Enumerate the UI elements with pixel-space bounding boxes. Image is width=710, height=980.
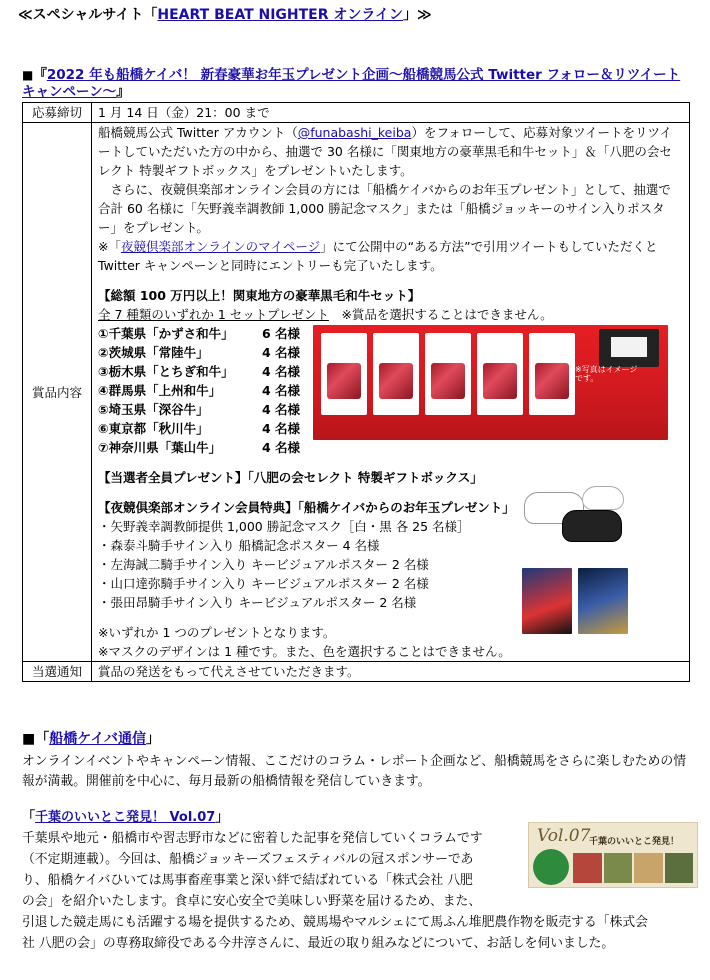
gift-box-image [599,329,659,367]
member-item: ・張田昂騎手サイン入り キービジュアルポスター 2 名様 [98,595,417,610]
tsushin-description: オンラインイベントやキャンペーン情報、ここだけのコラム・レポート企画など、船橋競馬をさらに楽しむための情報が満載。開催前を中心に、毎月最新の船橋情報を発信していきます。 [22,754,687,789]
member-item: ・山口達弥騎手サイン入り キービジュアルポスター 2 名様 [98,576,429,591]
prize-note [98,237,683,275]
wagyu-list [98,324,683,457]
wagyu-item-count: 4 名様 [262,402,301,417]
poster-image-1 [522,568,572,634]
note-one-prize: ※いずれか 1 つのプレゼントとなります。 [98,625,336,640]
prize-label: 賞品内容 [23,123,92,662]
wagyu-item-name: ②茨城県「常陸牛」 [98,345,209,360]
tsushin-link[interactable]: 船橋ケイバ通信 [49,731,146,747]
campaign-title [22,67,692,101]
banner-title: 千葉のいいとこ発見！ [589,837,680,847]
mask-image [522,486,632,552]
wagyu-item [98,343,313,362]
all-winners-present: 【当選者全員プレゼント】「八肥の会セレクト 特製ギフトボックス」 [98,470,483,485]
member-heading: 【夜競倶楽部オンライン会員特典】「船橋ケイバからのお年玉プレゼント」 [98,500,515,515]
wagyu-item-count: 4 名様 [262,383,301,398]
member-item: ・矢野義幸調教師提供 1,000 勝記念マスク［白・黒 各 25 名様］ [98,519,470,534]
prize-row [23,123,690,662]
wagyu-subline [98,305,683,324]
column-line: り、船橋ケイバひいては馬事畜産事業と深い絆で結ばれている「株式会社 八肥 [22,873,473,888]
wagyu-item [98,381,313,400]
mypage-link[interactable]: 夜競倶楽部オンラインのマイページ [120,239,321,254]
column-link[interactable]: 千葉のいいとこ発見！ Vol.07 [35,810,216,825]
merch-image [522,498,670,612]
deadline-value: 1 月 14 日（金）21：00 まで [92,103,690,123]
column-line: 千葉県や地元・船橋市や習志野市などに密着した記事を発信していくコラムです [22,831,483,846]
wagyu-item-name: ④群馬県「上州和牛」 [98,383,222,398]
column-line: 引退した競走馬にも活躍する場を提供するため、競馬場やマルシェにて馬ふん堆肥農作物を販売する「株式会 [22,915,648,930]
wagyu-item [98,419,313,438]
wagyu-heading: 【総額 100 万円以上！関東地方の豪華黒毛和牛セット】 [98,288,421,303]
bracket-open: 『 [33,67,47,83]
member-section [98,498,683,612]
member-text [98,498,518,612]
campaign-table [22,102,690,682]
prize-content [92,123,690,662]
wagyu-item-name: ⑥東京都「秋川牛」 [98,421,209,436]
member-items [98,517,518,612]
column-heading [22,808,228,827]
wagyu-sub-underlined: 全 7 種類のいずれか 1 セットプレゼント [98,307,329,322]
section-marker: ■ [22,68,34,82]
wagyu-sub-note: ※賞品を選択することはできません。 [328,307,553,322]
special-site-link[interactable]: HEART BEAT NIGHTER オンライン [157,7,403,23]
wagyu-item-name: ①千葉県「かずさ和牛」 [98,326,234,341]
wagyu-item [98,362,313,381]
intro-text-cont: ）をフォローして、応募対象ツイートをリツイートしていただいた方の中から、抽選で 30 名様に「関東地方の豪華黒毛和牛セット」＆「八肥の会セレクト 特製ギフトボックス」をプレゼントいたします。 [98,125,672,178]
banner-photos [573,853,693,883]
wagyu-item-count: 4 名様 [262,345,301,360]
tsushin-close: 」 [145,731,160,747]
notify-label: 当選通知 [23,662,92,682]
mascot-icon [533,849,569,885]
special-prefix: ≪スペシャルサイト「 [18,7,158,23]
tsushin-heading [22,730,160,749]
poster-image-2 [578,568,628,634]
column-line: （不定期連載）。今回は、船橋ジョッキーズフェスティバルの冠スポンサーであ [22,852,474,867]
twitter-account-link[interactable]: @funabashi_keiba [297,125,412,140]
wagyu-item-count: 4 名様 [262,364,301,379]
wagyu-item [98,400,313,419]
wagyu-item-name: ③栃木県「とちぎ和牛」 [98,364,234,379]
column-line: の会」を紹介いたします。食卓に安心安全で美味しい野菜を届けるため、また、 [22,894,482,909]
wagyu-item [98,438,313,457]
notify-value: 賞品の発送をもって代えさせていただきます。 [92,662,690,682]
bracket-close: 』 [116,84,130,100]
note-text: 」にて公開中の“ある方法”で引用ツイートもしていただくと Twitter キャンペーンと同時にエントリーも完了いたします。 [98,239,658,273]
column-open: 「 [22,810,36,825]
column-close: 」 [215,810,229,825]
wagyu-item [98,324,313,343]
member-item: ・森泰斗騎手サイン入り 船橋記念ポスター 4 名様 [98,538,380,553]
column-banner-image[interactable] [528,822,698,888]
note-mask-design: ※マスクのデザインは 1 種です。また、色を選択することはできません。 [98,644,511,659]
prize-intro [98,123,683,180]
member-item: ・左海誠二騎手サイン入り キービジュアルポスター 2 名様 [98,557,429,572]
column-lines-full [22,912,694,954]
wagyu-item-name: ⑦神奈川県「葉山牛」 [98,440,222,455]
wagyu-item-count: 6 名様 [262,326,301,341]
deadline-row [23,103,690,123]
intro-text: 船橋競馬公式 Twitter アカウント（ [98,125,298,140]
banner-vol: Vol.07 [537,826,591,846]
prize-member-para: さらに、夜競倶楽部オンライン会員の方には「船橋ケイバからのお年玉プレゼント」として、抽選で合計 60 名様に「矢野義幸調教師 1,000 勝記念マスク」または「船橋ジョッキーのサイン入りポスター」をプレゼント。 [98,182,671,235]
deadline-label: 応募締切 [23,103,92,123]
photo-caption: ※写真はイメージです。 [575,365,638,383]
column-line: 社 八肥の会」の専務取締役である今井淳さんに、最近の取り組みなどについて、お話しを伺いました。 [22,936,615,951]
column-lines-short [22,828,517,912]
wagyu-items [98,324,313,457]
wagyu-item-name: ⑤埼玉県「深谷牛」 [98,402,209,417]
special-site-line [18,6,432,25]
wagyu-item-count: 4 名様 [262,421,301,436]
wagyu-item-count: 4 名様 [262,440,301,455]
notify-row [23,662,690,682]
special-suffix: 」≫ [402,7,432,23]
campaign-title-link[interactable]: 2022 年も船橋ケイバ！ 新春豪華お年玉プレゼント企画〜船橋競馬公式 Twitter フォロー＆リツイートキャンペーン〜 [22,67,681,100]
note-prefix: ※「 [98,239,121,254]
wagyu-photo [313,325,668,440]
tsushin-marker: ■「 [22,731,50,747]
